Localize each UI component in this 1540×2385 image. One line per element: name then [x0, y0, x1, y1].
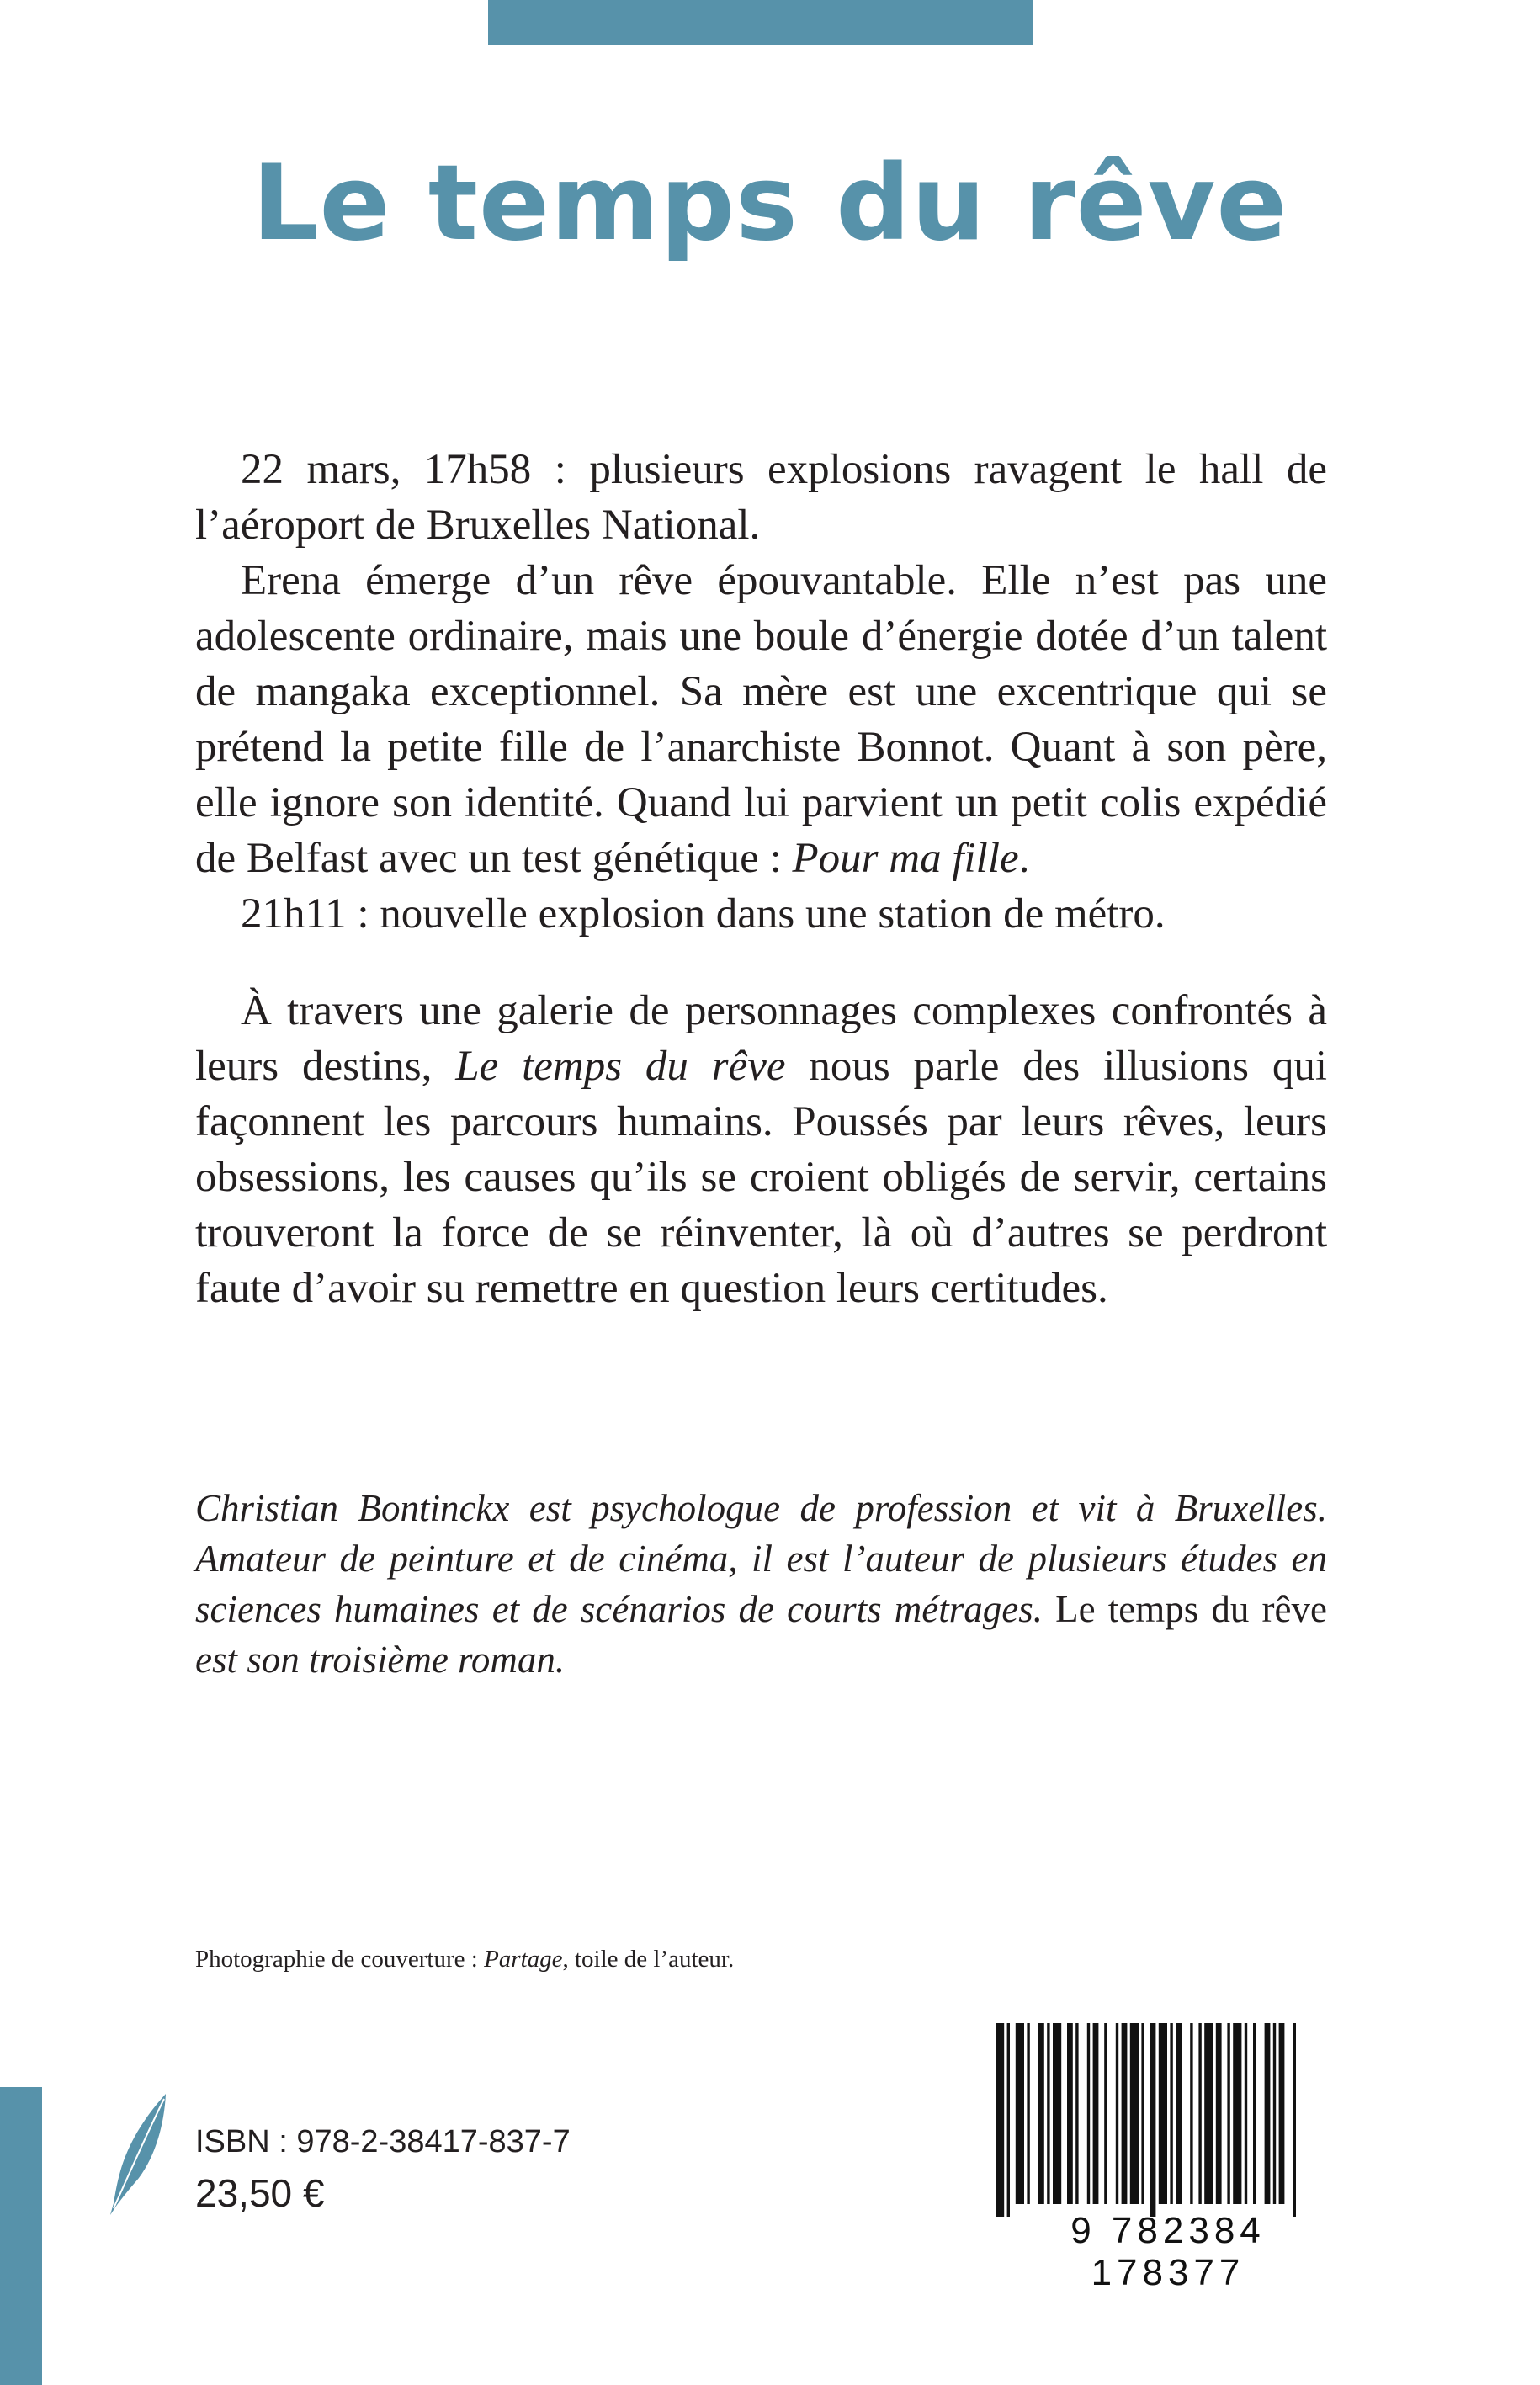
barcode-bar [1176, 2023, 1182, 2204]
credit-start: Photographie de couverture : [195, 1946, 485, 1973]
barcode-bar [1198, 2023, 1201, 2204]
barcode-bar [1122, 2023, 1128, 2204]
synopsis-paragraph-3: 21h11 : nouvelle explosion dans une station de métro. [241, 890, 1166, 938]
barcode-bar [1093, 2023, 1099, 2204]
top-color-band [488, 0, 1033, 45]
barcode-bar [1053, 2023, 1061, 2204]
barcode-bar [1245, 2023, 1247, 2204]
barcode-bar [1273, 2023, 1276, 2204]
barcode-bar [1216, 2023, 1222, 2204]
isbn-number: ISBN : 978-2-38417-837-7 [195, 2124, 571, 2159]
barcode-bar [1293, 2023, 1296, 2217]
barcode-bar [1170, 2023, 1172, 2204]
author-bio-paragraph [195, 1483, 1327, 1685]
barcode-bar [1130, 2023, 1139, 2204]
author-bio-end: est son troisième roman. [195, 1639, 566, 1681]
barcode-bar [1038, 2023, 1044, 2204]
barcode-bar [1016, 2023, 1024, 2204]
side-color-band [0, 2087, 42, 2385]
synopsis-paragraph-4 [195, 983, 1327, 1316]
synopsis-paragraph-2-italic: Pour ma fille [792, 835, 1019, 882]
barcode-bar [1227, 2023, 1229, 2204]
synopsis-paragraph-2-text: Erena émerge d’un rêve épouvantable. Elle n’est pas une adolescente ordinaire, mais une boule d’énergie dotée d’un talent de mangaka exceptionnel. Sa mère est une excentrique qui se prétend la petite fille de l’anarchiste Bonnot. Quant à son père, elle ignore son identité. Quand lui parvient un petit colis expédié de Belfast avec un test génétique : [195, 557, 1327, 882]
barcode-bar [1159, 2023, 1167, 2204]
barcode-bar [1027, 2023, 1029, 2204]
barcode-bar [1265, 2023, 1271, 2204]
synopsis-paragraph-4-italic: Le temps du rêve [455, 1043, 786, 1090]
barcode-bar [1150, 2023, 1156, 2217]
synopsis-paragraph-2-end: . [1018, 835, 1030, 882]
barcode-bar [996, 2023, 1004, 2217]
synopsis-paragraph-1: 22 mars, 17h58 : plusieurs explosions ravagent le hall de l’aéroport de Bruxelles National. [195, 446, 1327, 549]
barcode-digits: 9 782384 178377 [1070, 2210, 1266, 2293]
synopsis-paragraph-4-start: À travers une galerie de personnages complexes confrontés à leurs destins, [195, 987, 1327, 1090]
credit-end: , toile de l’auteur. [562, 1946, 735, 1973]
book-title: Le temps du rêve [252, 143, 1288, 264]
author-bio-start: Christian Bontinckx est psychologue de profession et vit à Bruxelles. Amateur de peinture et de cinéma, il est l’auteur de plusieurs études en sciences humaines et de scénarios de courts métrages. [195, 1487, 1327, 1630]
barcode-bar [1007, 2023, 1010, 2217]
barcode-bar [1075, 2023, 1078, 2204]
barcode-bar [1204, 2023, 1213, 2204]
feather-icon [105, 2090, 173, 2217]
barcode [987, 2023, 1349, 2293]
barcode-bar [1067, 2023, 1073, 2204]
barcode-bar [1047, 2023, 1049, 2204]
barcode-bar [1141, 2023, 1144, 2204]
barcode-bar [1104, 2023, 1107, 2204]
barcode-bar [1253, 2023, 1256, 2204]
synopsis-second-section [195, 983, 1327, 1316]
synopsis-paragraph-2 [195, 553, 1327, 886]
barcode-bar [1233, 2023, 1241, 2204]
synopsis [195, 442, 1327, 942]
barcode-bar [1087, 2023, 1090, 2204]
barcode-bar [1190, 2023, 1192, 2204]
synopsis-paragraph-4-end: nous parle des illusions qui façonnent les parcours humains. Poussés par leurs rêves, leurs obsessions, les causes qu’ils se croient obligés de servir, certains trouveront la force de se réinventer, là où d’autres se perdront faute d’avoir su remettre en question leurs certitudes. [195, 1043, 1327, 1312]
author-biography [195, 1483, 1327, 1685]
cover-photo-credit [195, 1946, 734, 1973]
credit-italic: Partage [484, 1946, 563, 1973]
barcode-bar [1116, 2023, 1118, 2204]
barcode-bars [987, 2023, 1349, 2217]
author-bio-book-title: Le temps du rêve [1043, 1588, 1327, 1630]
price: 23,50 € [195, 2171, 325, 2215]
barcode-bar [1279, 2023, 1285, 2204]
